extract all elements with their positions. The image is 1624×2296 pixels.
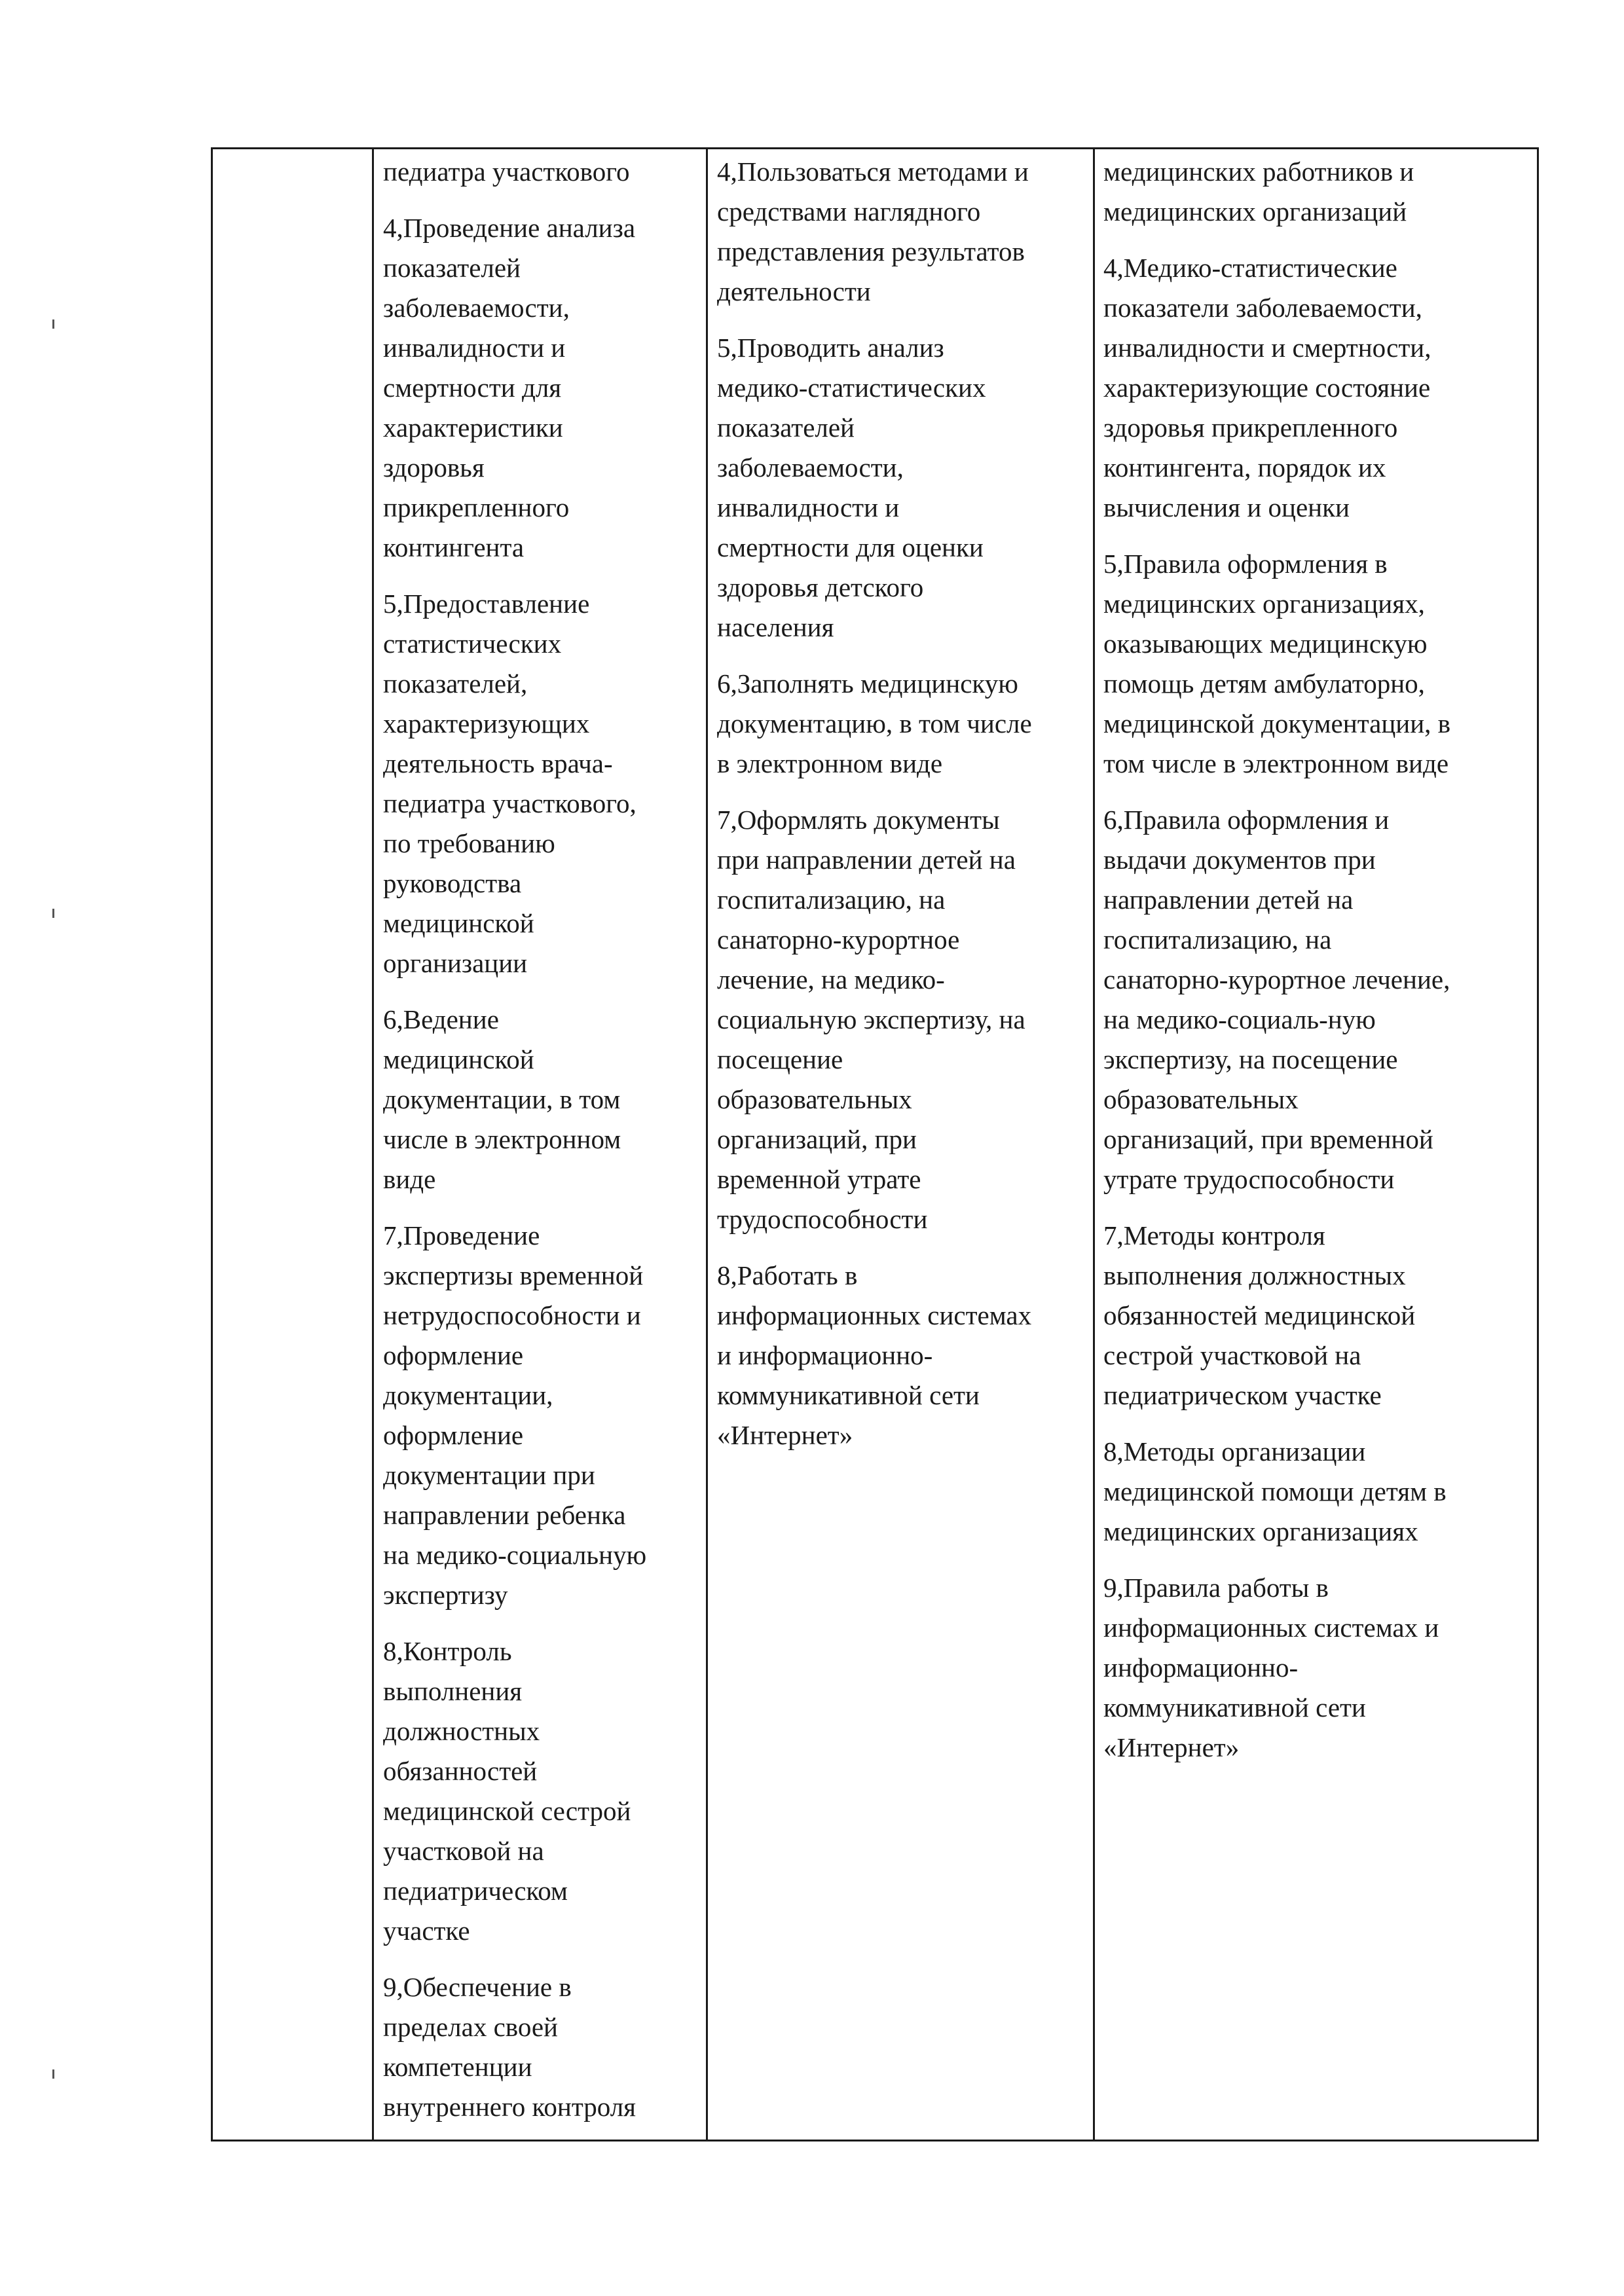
table-column-required-knowledge <box>1103 149 1536 1784</box>
table-cell-paragraph: 7,Методы контроля выполнения должностных обязанностей медицинской сестрой участковой на педиатрическом участке <box>1103 1220 1416 1410</box>
table-cell-paragraph: 8,Контроль выполнения должностных обязанностей медицинской сестрой участковой на педиатрическом участке <box>383 1636 631 1946</box>
table-cell-paragraph: 9,Правила работы в информационных системах и информационно- коммуникативной сети «Интернет» <box>1103 1573 1439 1762</box>
competency-table <box>211 147 1539 2141</box>
table-cell-paragraph: 4,Проведение анализа показателей заболеваемости, инвалидности и смертности для характеристики здоровья прикрепленного контингента <box>383 213 636 562</box>
binding-mark <box>52 2069 54 2079</box>
table-cell-paragraph: 6,Ведение медицинской документации, в том числе в электронном виде <box>383 1004 621 1194</box>
table-cell-paragraph: 4,Пользоваться методами и средствами наглядного представления результатов деятельности <box>717 156 1029 306</box>
binding-mark <box>52 909 54 918</box>
table-cell-paragraph: 5,Проводить анализ медико-статистических показателей заболеваемости, инвалидности и смертности для оценки здоровья детского населения <box>717 333 986 642</box>
table-cell-paragraph: 8,Методы организации медицинской помощи детям в медицинских организациях <box>1103 1436 1447 1546</box>
column-divider <box>372 149 374 2140</box>
table-cell-paragraph: 6,Правила оформления и выдачи документов при направлении детей на госпитализацию, на санаторно-курортное лечение, на медико-социаль-ную экспертизу, на посещение образовательных организаций, при временной утрате трудоспособности <box>1103 805 1450 1194</box>
table-cell-paragraph: 6,Заполнять медицинскую документацию, в том числе в электронном виде <box>717 668 1032 778</box>
table-column-labor-actions <box>383 149 704 2143</box>
column-divider <box>1093 149 1095 2140</box>
table-cell-paragraph: педиатра участкового <box>383 156 630 187</box>
table-cell-paragraph: 5,Правила оформления в медицинских организациях, оказывающих медицинскую помощь детям амбулаторно, медицинской документации, в том числе в электронном виде <box>1103 549 1450 778</box>
column-divider <box>706 149 708 2140</box>
table-cell-paragraph: 8,Работать в информационных системах и информационно- коммуникативной сети «Интернет» <box>717 1260 1032 1450</box>
table-cell-paragraph: 4,Медико-статистические показатели заболеваемости, инвалидности и смертности, характеризующие состояние здоровья прикрепленного контингента, порядок их вычисления и оценки <box>1103 253 1431 522</box>
table-cell-paragraph: 7,Оформлять документы при направлении детей на госпитализацию, на санаторно-курортное лечение, на медико- социальную экспертизу, на посещение образовательных организаций, при временной утрате трудоспособности <box>717 805 1025 1234</box>
table-column-required-skills <box>717 149 1090 1472</box>
table-cell-paragraph: медицинских работников и медицинских организаций <box>1103 156 1414 227</box>
binding-mark <box>52 319 54 329</box>
table-cell-paragraph: 7,Проведение экспертизы временной нетрудоспособности и оформление документации, оформление документации при направлении ребенка на медико-социальную экспертизу <box>383 1220 647 1610</box>
table-cell-paragraph: 5,Предоставление статистических показателей, характеризующих деятельность врача- педиатра участкового, по требованию руководства медицинской организации <box>383 589 637 978</box>
table-cell-paragraph: 9,Обеспечение в пределах своей компетенции внутреннего контроля <box>383 1972 637 2122</box>
